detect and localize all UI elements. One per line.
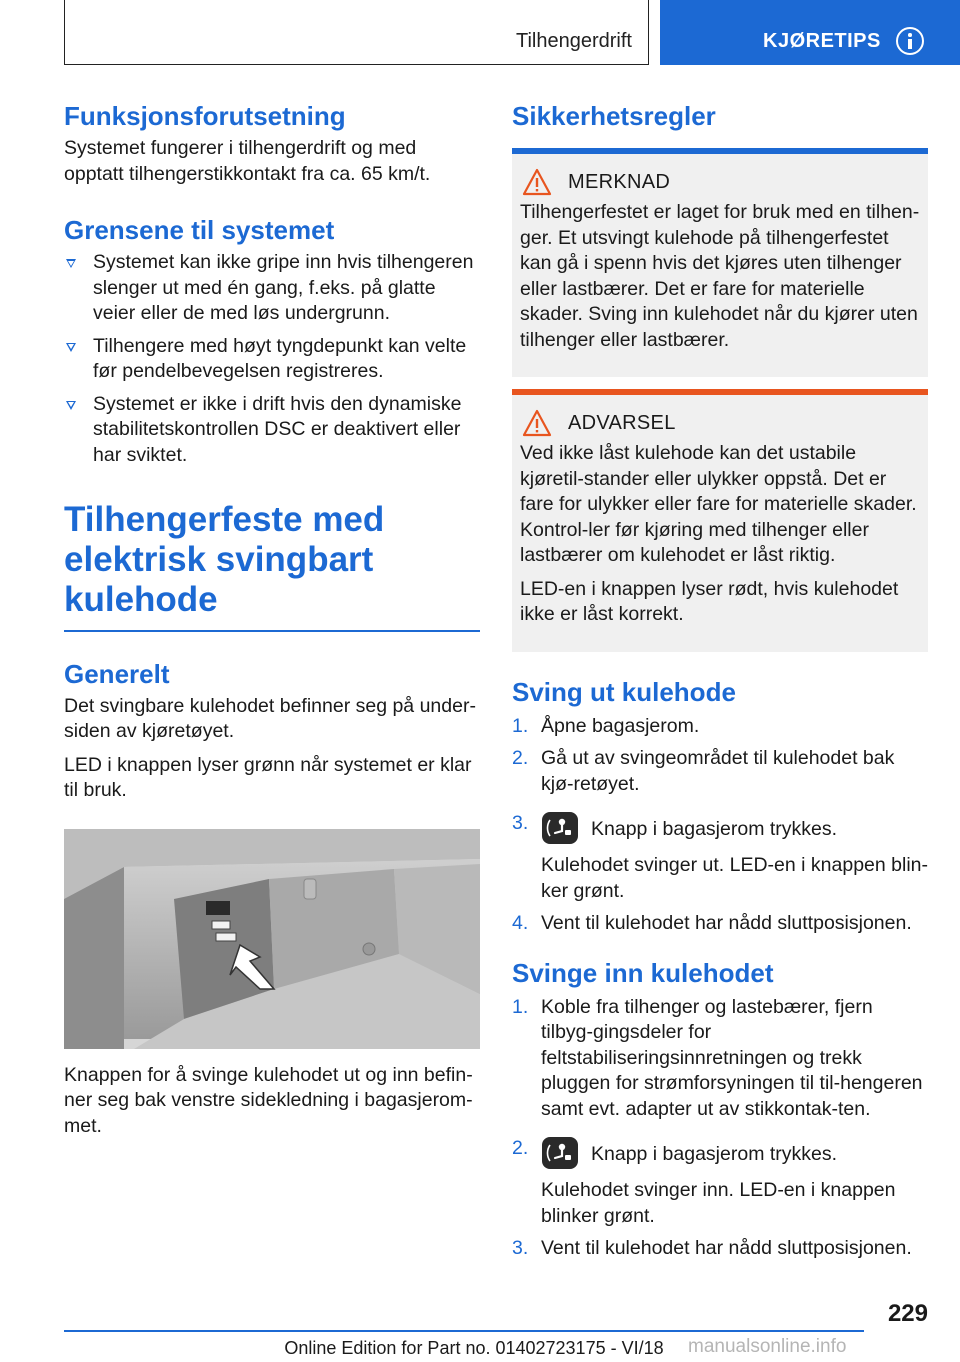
- header-frame: [64, 0, 649, 65]
- step-number: 2.: [512, 747, 529, 769]
- warning-text: LED-en i knappen lyser rødt, hvis kulehodet ikke er låst korrekt.: [520, 577, 899, 625]
- info-icon: [896, 27, 924, 55]
- heading-grensene: Grensene til systemet: [64, 215, 335, 245]
- left-column: [64, 100, 480, 1139]
- heading-funksjonsforutsetning: Funksjonsforutsetning: [64, 101, 346, 131]
- paragraph: LED i knappen lyser grønn når systemet er klar til bruk.: [64, 753, 472, 801]
- step-number: 3.: [512, 812, 529, 834]
- bullet-triangle-icon: [66, 401, 76, 410]
- list-item-text: Systemet kan ikke gripe inn hvis tilhengeren slenger ut med én gang, f.eks. på glatte veier eller de med løs undergrunn.: [93, 251, 474, 324]
- list-item: [64, 392, 480, 469]
- step-item: [512, 714, 928, 740]
- bullet-triangle-icon: [66, 259, 76, 268]
- step-item: [512, 1136, 928, 1229]
- warning-triangle-icon: [522, 168, 552, 196]
- step-text: Koble fra tilhenger og lastebærer, fjern tilbyg-gingsdeler for feltstabiliseringsinnretningen og trekk pluggen for strømforsyningen til til-hengeren samt evt. adapter ut av stikkontak-ten.: [541, 995, 923, 1120]
- step-number: 4.: [512, 912, 529, 934]
- warning-triangle-icon: [522, 409, 552, 437]
- notice-box: [512, 148, 928, 377]
- bullet-triangle-icon: [66, 343, 76, 352]
- step-text: Knapp i bagasjerom trykkes.: [591, 1143, 838, 1165]
- step-item: [512, 811, 928, 904]
- step-result: Kulehodet svinger inn. LED-en i knappen blinker grønt.: [541, 1179, 896, 1227]
- notice-title: MERKNAD: [568, 171, 671, 193]
- list-item-text: Systemet er ikke i drift hvis den dynamiske stabilitetskontrollen DSC er deaktivert eller har sviktet.: [93, 392, 462, 466]
- chapter-heading: Tilhengerfeste med elektrisk svingbart kulehode: [64, 500, 385, 619]
- step-item: [512, 746, 928, 797]
- step-number: 1.: [512, 714, 529, 737]
- warning-box: [512, 389, 928, 652]
- warning-title: ADVARSEL: [568, 412, 676, 434]
- step-result: Kulehodet svinger ut. LED-en i knappen blin-ker grønt.: [541, 854, 928, 902]
- heading-rule: [64, 630, 480, 632]
- step-text: Vent til kulehodet har nådd sluttposisjonen.: [541, 912, 912, 934]
- steps-in: [512, 995, 928, 1262]
- paragraph: Systemet fungerer i tilhengerdrift og med opptatt tilhengerstikkontakt fra ca. 65 km/t.: [64, 137, 431, 185]
- step-item: [512, 1236, 928, 1262]
- step-text: Vent til kulehodet har nådd sluttposisjonen.: [541, 1237, 912, 1259]
- step-number: 3.: [512, 1237, 529, 1259]
- towbar-button-icon: [541, 811, 579, 845]
- step-item: [512, 911, 928, 937]
- chapter-tab[interactable]: [660, 0, 960, 65]
- page-number: 229: [887, 1300, 928, 1327]
- list-item: [64, 250, 480, 327]
- heading-sving-ut: Sving ut kulehode: [512, 676, 736, 707]
- heading-generelt: Generelt: [64, 658, 170, 689]
- heading-sikkerhetsregler: Sikkerhetsregler: [512, 101, 716, 131]
- heading-svinge-inn: Svinge inn kulehodet: [512, 957, 774, 988]
- list-item-text: Tilhengere med høyt tyngdepunkt kan velte før pendelbevegelsen registreres.: [93, 334, 467, 382]
- step-text: Knapp i bagasjerom trykkes.: [591, 818, 838, 840]
- footer-rule: [64, 1330, 864, 1332]
- paragraph: Det svingbare kulehodet befinner seg på under-siden av kjøretøyet.: [64, 694, 476, 742]
- edition-text: Online Edition for Part no. 01402723175 - VI/18: [284, 1338, 664, 1358]
- limits-list: [64, 250, 480, 468]
- step-number: 1.: [512, 995, 529, 1018]
- towbar-button-icon: [541, 1136, 579, 1170]
- warning-bar: [512, 389, 928, 395]
- step-text: Gå ut av svingeområdet til kulehodet bak kjø-retøyet.: [541, 747, 895, 795]
- watermark: manualsonline.info: [688, 1336, 847, 1357]
- list-item: [64, 334, 480, 385]
- warning-text: Ved ikke låst kulehode kan det ustabile kjøretil-stander eller ulykker oppstå. Det er fare for ulykker eller fare for materielle skader. Kontrol-ler før kjøring med tilhenger eller lastbærer om kulehodet er låst riktig.: [520, 442, 917, 566]
- section-title: Tilhengerdrift: [516, 30, 632, 52]
- step-number: 2.: [512, 1137, 529, 1159]
- image-caption: Knappen for å svinge kulehodet ut og inn befin-ner seg bak venstre sidekledning i bagasjerom-met.: [64, 1063, 473, 1137]
- right-column: [512, 100, 928, 1269]
- step-text: Åpne bagasjerom.: [541, 714, 700, 737]
- notice-text: Tilhengerfestet er laget for bruk med en tilhen-ger. Et utsvingt kulehode på tilhengerfestet kan gå i spenn hvis det kjøres uten tilhenger eller lastbærer. Det er fare for materielle skader. Sving inn kulehodet når du kjører uten tilhenger eller lastbærer.: [520, 201, 920, 351]
- steps-out: [512, 714, 928, 937]
- chapter-label: KJØRETIPS: [763, 30, 881, 52]
- step-item: [512, 995, 928, 1123]
- trunk-photo: [64, 829, 480, 1049]
- notice-bar: [512, 148, 928, 154]
